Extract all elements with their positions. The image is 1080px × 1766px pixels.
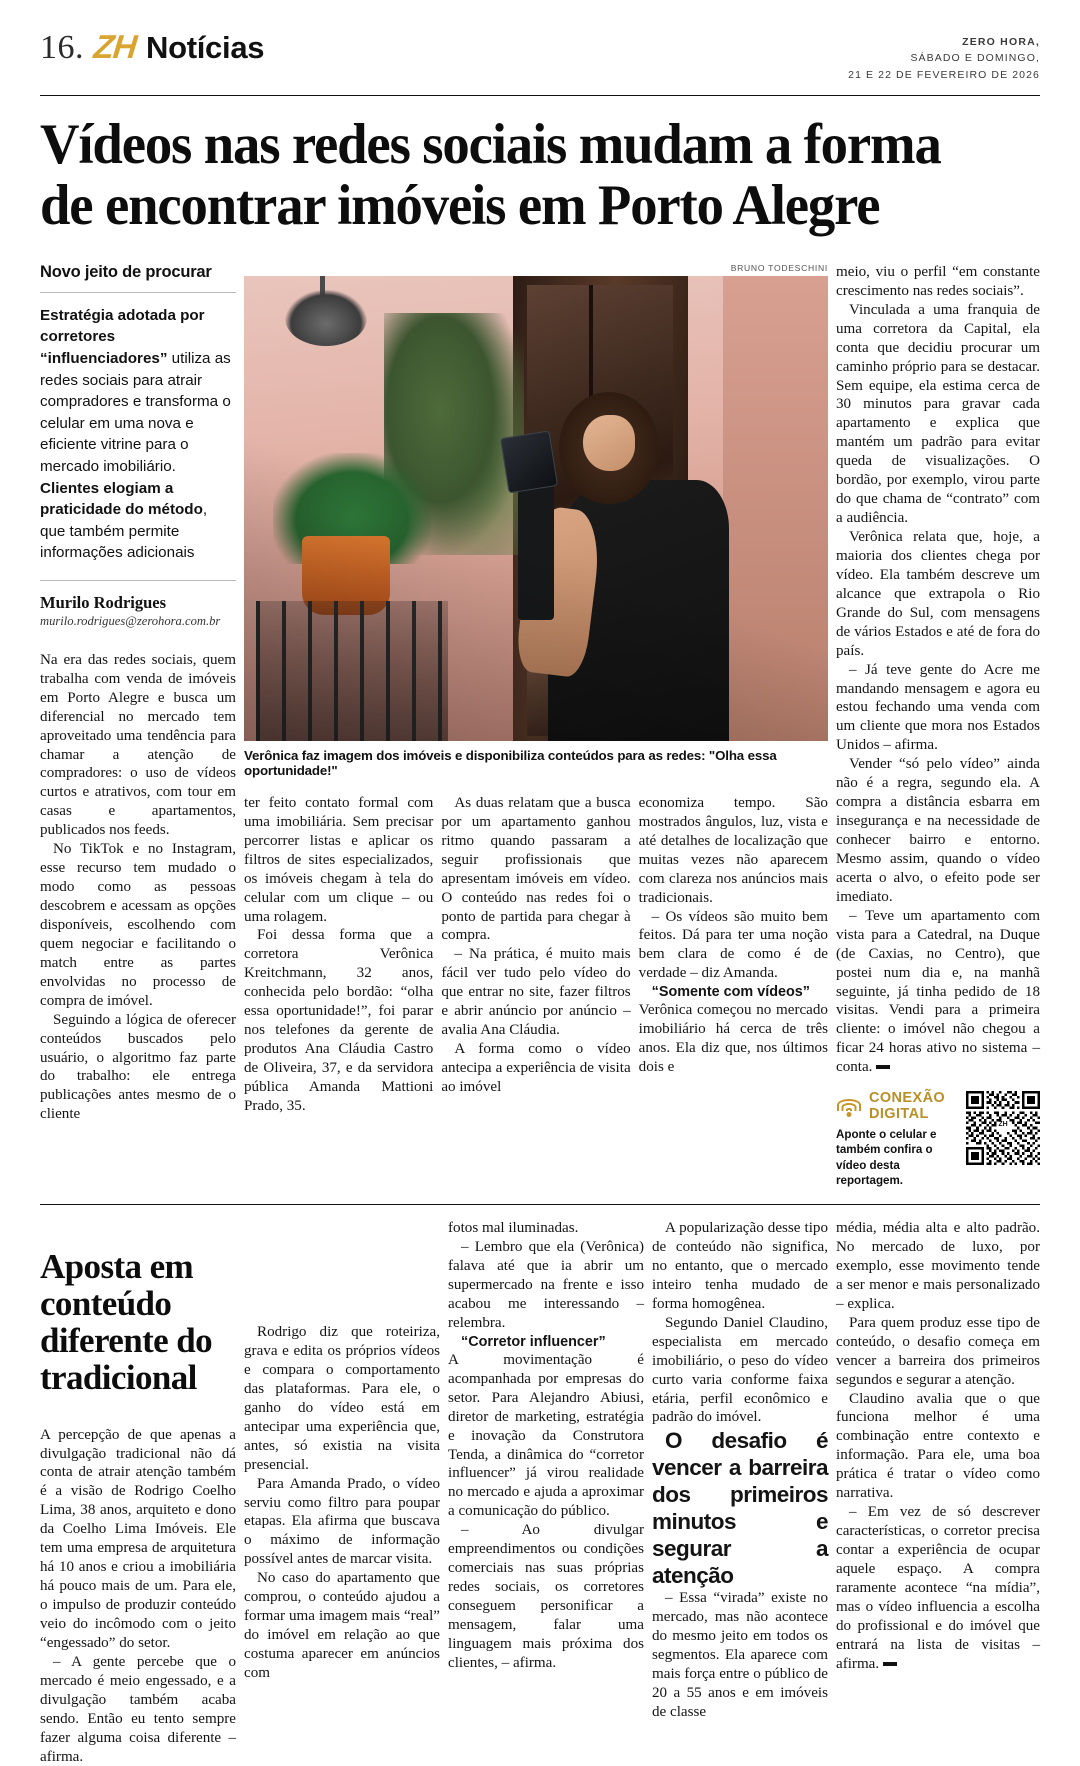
lede-bold-2: Clientes elogiam a praticidade do método	[40, 479, 203, 519]
paragraph: Verônica relata que, hoje, a maioria dos clientes chega por vídeo. Ela também descreve um alcance que extrapola o Rio Grande do Sul, com mensagens de vários Estados e até de fora do país.	[836, 529, 1040, 659]
paragraph: A movimentação é acompanhada por empresas do setor. Para Alejandro Abiusi, diretor de marketing, estratégia e inovação da Construtora Tenda, a dinâmica do “corretor influencer” já virou realidade no mercado e ajuda a aproximar a comunicação do público.	[448, 1351, 644, 1520]
byline-author: Murilo Rodrigues	[40, 592, 167, 612]
article1-column-4	[639, 794, 828, 1116]
article-photo	[244, 276, 828, 741]
paragraph: No caso do apartamento que comprou, o conteúdo ajudou a formar uma imagem mais “real” do imóvel em relação ao que costuma aparecer em anúncios com	[244, 1570, 440, 1681]
paragraph: As duas relatam que a busca por um apartamento ganhou ritmo quando passaram a seguir profissionais que apresentam imóveis em vídeo. O conteúdo nas redes foi o ponto de partida para chegar à compra.	[441, 794, 631, 944]
article2-column-5	[836, 1219, 1040, 1766]
paragraph: Na era das redes sociais, quem trabalha com venda de imóveis em Porto Alegre e busca um diferencial no mercado tem aproveitado uma tendência para chamar a atenção de compradores: o uso de vídeos curtos e atrativos, com tour em casas e apartamentos, publicados nos feeds.	[40, 651, 236, 839]
paragraph: – Os vídeos são muito bem feitos. Dá para ter uma noção bem clara de como é de verdade – diz Amanda.	[638, 908, 828, 982]
article2-column-3	[448, 1219, 644, 1766]
conexao-digital-text	[836, 1091, 956, 1188]
wifi-icon	[836, 1097, 862, 1117]
kicker: Novo jeito de procurar	[40, 262, 212, 281]
paragraph: Foi dessa forma que a corretora Verônica Kreitchmann, 32 anos, conhecida pelo bordão: “olha essa oportunidade!”, foi parar nos telefones da gerente de produtos Ana Cláudia Castro de Oliveira, 37, e da servidora pública Amanda Mattioni Prado, 35.	[244, 927, 434, 1114]
paragraph: A percepção de que apenas a divulgação tradicional não dá conta de atrair atenção também é a visão de Rodrigo Coelho Lima, 38 anos, arquiteto e dono da Coelho Lima Imóveis. Ele tem uma empresa de arquitetura há 10 anos e criou a imobiliária há pouco mais de um. Para ele, o impulso de produzir conteúdo veio do incômodo com o jeito “engessado” do setor.	[40, 1426, 236, 1651]
masthead-rule	[40, 95, 1040, 96]
pullquote-heading: O desafio é vencer a barreira dos primeiros minutos e segurar a atenção	[652, 1428, 828, 1589]
photo-credit: BRUNO TODESCHINI	[730, 262, 828, 273]
paper-name: ZERO HORA,	[962, 36, 1040, 48]
paragraph: No TikTok e no Instagram, esse recurso tem mudado o modo como as pessoas descobrem e acessam as opções disponíveis, escolhendo com quem negociar e facilitando o match entre as partes envolvidas no processo de compra de imóvel.	[40, 841, 236, 1009]
article2-grid	[40, 1219, 1040, 1766]
article1-columns	[244, 794, 828, 1116]
subheading: “Somente com vídeos”	[651, 984, 810, 1001]
page-folio: 16.	[40, 29, 84, 66]
paragraph: Vender “só pelo vídeo” ainda não é a regra, segundo ela. A compra a distância esbarra em insegurança e na necessidade de conhecer bairro e entorno. Mesmo assim, quando o vídeo acerta o alvo, o efeito pode ser imediato.	[836, 756, 1040, 905]
end-mark	[883, 1662, 897, 1666]
paragraph: economiza tempo. São mostrados ângulos, luz, vista e até detalhes de localização que muitas vezes não aparecem com clareza nos anúncios mais tradicionais.	[638, 794, 828, 906]
paper-day: SÁBADO E DOMINGO,	[910, 52, 1040, 65]
photo-caption: Verônica faz imagem dos imóveis e disponibiliza conteúdos para as redes: "Olha essa oportunidade!"	[244, 747, 777, 778]
paragraph: Segundo Daniel Claudino, especialista em mercado imobiliário, o peso do vídeo curto varia conforme faixa etária, perfil econômico e padrão do imóvel.	[652, 1314, 828, 1426]
top-article-grid	[40, 263, 1040, 1188]
photo-vignette	[244, 276, 828, 741]
article1-column-2	[244, 794, 433, 1116]
paragraph-text: – Em vez de só descrever características, o corretor precisa contar a experiência de ocupar aquele espaço. A compra raramente acontece “na mídia”, mas o vídeo influencia a escolha do profissional e do imóvel que entrará na lista de visitas – afirma.	[836, 1504, 1040, 1672]
paragraph: – Lembro que ela (Verônica) falava até que ia abrir um supermercado na frente e isso acabou me interessando – relembra.	[448, 1239, 644, 1331]
paragraph-text: – Teve um apartamento com vista para a Catedral, na Duque (de Caxias, no Centro), que postei num dia e, na manhã seguinte, já tinha pedido de 18 visitas. Vendi para a primeira cliente: o imóvel não chegou a ficar 24 horas ativo no sistema – conta.	[836, 907, 1040, 1076]
article1-column-5-wrap	[836, 263, 1040, 1188]
paragraph: Seguindo a lógica de oferecer conteúdos buscados pelo usuário, o algoritmo faz parte do trabalho: ele entrega publicações antes mesmo de o cliente	[40, 1011, 236, 1123]
article-sidebar	[40, 263, 236, 1188]
conexao-label	[869, 1091, 945, 1122]
paragraph: – Já teve gente do Acre me mandando mensagem e agora eu estou fechando uma venda com um cliente que mora nos Estados Unidos – afirma.	[836, 661, 1040, 754]
conexao-description: Aponte o celular e também confira o vídeo desta reportagem.	[836, 1127, 937, 1187]
paragraph: – Na prática, é muito mais fácil ver tudo pelo vídeo do que entrar no site, fazer filtros e abrir anúncio por anúncio – avalia Ana Cláudia.	[441, 946, 631, 1039]
masthead-dateline	[848, 28, 1040, 83]
conexao-digital-title	[836, 1091, 956, 1122]
article1-column-1	[40, 651, 236, 1124]
zh-logo: ZH	[92, 28, 138, 65]
lede-text-1: utiliza as redes sociais para atrair compradores e transforma o celular em uma nova e eficiente vitrine para o mercado imobiliário.	[40, 350, 231, 475]
article2-col1-body	[40, 1426, 236, 1766]
paragraph	[836, 1503, 1040, 1673]
conexao-line-1: CONEXÃO	[869, 1090, 946, 1107]
divider	[40, 292, 236, 293]
divider	[40, 580, 236, 581]
paragraph: A popularização desse tipo de conteúdo não significa, no entanto, que o mercado inteiro tenha mudado de forma homogênea.	[652, 1220, 828, 1312]
masthead	[40, 0, 1040, 83]
article2-column-2	[244, 1219, 440, 1766]
paragraph: – A gente percebe que o mercado é meio engessado, e a divulgação também acaba sendo. Então eu tento sempre fazer alguma coisa diferente – afirma.	[40, 1653, 236, 1765]
lede-paragraph	[40, 305, 236, 564]
page-title: Vídeos nas redes sociais mudam a forma de encontrar imóveis em Porto Alegre	[40, 112, 941, 238]
paper-date: 21 E 22 DE FEVEREIRO DE 2026	[848, 68, 1040, 81]
paragraph: Claudino avalia que o que funciona melhor é uma combinação entre contexto e informação. Para ele, uma boa prática é tratar o vídeo como narrativa.	[836, 1390, 1040, 1502]
article2-title: Aposta em conteúdo diferente do tradicional	[40, 1247, 212, 1398]
paragraph: fotos mal iluminadas.	[448, 1220, 579, 1237]
paragraph: Rodrigo diz que roteiriza, grava e edita os próprios vídeos e compara o comportamento das plataformas. Para ele, o ganho do vídeo está em antecipar uma experiência que, antes, só existia na visita presencial.	[244, 1324, 440, 1473]
paragraph: ter feito contato formal com uma imobiliária. Sem precisar percorrer listas e aplicar os filtros de sites especializados, os imóveis chegam à tela do celular com um clique – ou uma rolagem.	[244, 794, 434, 925]
section-title: Notícias	[146, 30, 265, 65]
paragraph: Vinculada a uma franquia de uma corretora da Capital, ela conta que decidiu procurar um caminho próprio para se destacar. Sem equipe, ela estima cerca de 30 minutos para gravar cada apartamento e explica que mantém um padrão para evitar queda de visualizações. O bordão, por exemplo, virou parte do que chama de “contrato” com a audiência.	[836, 301, 1040, 527]
article2-column-1	[40, 1219, 236, 1766]
section-divider	[40, 1204, 1040, 1205]
conexao-line-2: DIGITAL	[869, 1105, 929, 1122]
end-mark	[876, 1065, 890, 1069]
qr-center-label: ZH	[998, 1121, 1008, 1129]
paragraph: meio, viu o perfil “em constante crescimento nas redes sociais”.	[836, 263, 1040, 299]
qr-code[interactable]	[966, 1091, 1040, 1165]
photo-block	[244, 263, 828, 778]
article2-column-4	[652, 1219, 828, 1766]
article1-column-3	[441, 794, 630, 1116]
lede-bold-1: Estratégia adotada por corretores “influenciadores”	[40, 306, 205, 368]
paragraph: A forma como o vídeo antecipa a experiência de visita ao imóvel	[441, 1041, 631, 1095]
lede-text-2: , que também permite informações adicionais	[40, 501, 208, 562]
paragraph: Para Amanda Prado, o vídeo serviu como filtro para poupar etapas. Ela afirma que buscava o máximo de informação possível antes de marcar visita.	[244, 1475, 440, 1568]
conexao-digital-box[interactable]	[836, 1091, 1040, 1188]
paragraph: – Essa “virada” existe no mercado, mas não acontece do mesmo jeito em todos os segmentos. Ela aparece com mais força entre o público de 20 a 55 anos e em imóveis de classe	[652, 1590, 828, 1721]
masthead-left	[40, 28, 264, 67]
photo-and-columns	[244, 263, 828, 1188]
paragraph: Para quem produz esse tipo de conteúdo, o desafio começa em vencer a barreira dos primeiros segundos e segurar a atenção.	[836, 1314, 1040, 1388]
paragraph: média, média alta e alto padrão. No mercado de luxo, por exemplo, esse movimento tende a ser menor e mais personalizado – explica.	[836, 1220, 1040, 1312]
paragraph	[836, 907, 1040, 1077]
article1-column-5	[836, 263, 1040, 1077]
paragraph: Verônica começou no mercado imobiliário há cerca de três anos. Ela diz que, nos últimos dois e	[638, 1002, 828, 1076]
subheading: “Corretor influencer”	[461, 1333, 606, 1350]
byline-email: murilo.rodrigues@zerohora.com.br	[40, 613, 221, 628]
paragraph: – Ao divulgar empreendimentos ou condições comerciais nas suas próprias redes sociais, os corretores conseguem personificar a mensagem, falar uma linguagem mais próxima dos clientes, – afirma.	[448, 1522, 644, 1671]
